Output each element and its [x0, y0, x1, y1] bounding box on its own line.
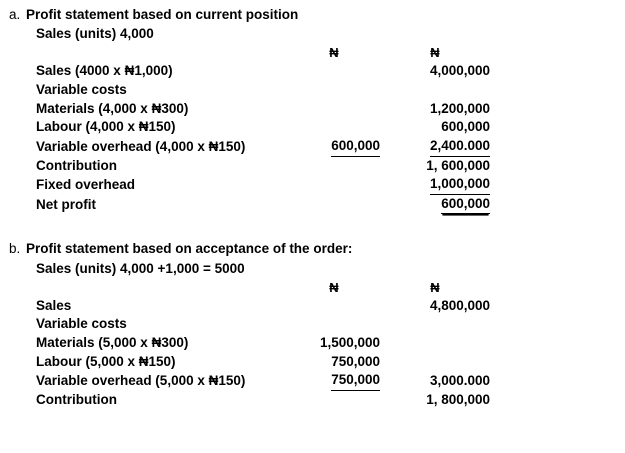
row-middle-value — [288, 62, 380, 81]
row-label: Variable costs — [36, 316, 127, 332]
row-label: Materials (4,000 x ₦300) — [36, 100, 189, 116]
row-right-value — [380, 297, 490, 316]
section-subheading: Sales (units) 4,000 +1,000 = 5000 — [36, 260, 245, 276]
section-heading-text: Profit statement based on current position — [26, 7, 299, 22]
row-right-value — [380, 195, 490, 215]
row-right-value-text: 4,000,000 — [429, 63, 490, 79]
section-list-label: b. — [9, 241, 21, 257]
row-middle-value — [288, 157, 380, 176]
row-label: Sales — [36, 297, 72, 313]
table-row — [36, 137, 490, 157]
row-right-value-text: 2,400.000 — [430, 137, 490, 157]
row-right-value-text: 600,000 — [441, 195, 490, 215]
row-right-value — [380, 81, 490, 100]
row-middle-value — [288, 315, 380, 334]
section-list-label: a. — [9, 7, 21, 22]
row-right-value-text: 600,000 — [441, 119, 490, 135]
row-middle-value — [288, 175, 380, 195]
row-middle-value-text: 600,000 — [331, 137, 380, 157]
row-right-value — [380, 353, 490, 372]
row-label: Variable overhead (5,000 x ₦150) — [36, 373, 246, 389]
currency-symbol-right: ₦ — [430, 45, 440, 61]
table-row — [36, 118, 490, 137]
row-middle-value: 750,000 — [331, 353, 380, 369]
section-heading-row — [0, 240, 625, 258]
section-heading-text: Profit statement based on acceptance of the order: — [26, 241, 353, 257]
row-right-value-text: 3,000.000 — [429, 373, 490, 389]
row-right-value-text: 1, 800,000 — [426, 391, 490, 407]
table-row — [36, 315, 490, 334]
row-label: Variable costs — [36, 82, 127, 98]
row-right-value — [380, 137, 490, 157]
row-right-value — [380, 315, 490, 334]
row-middle-value — [288, 371, 380, 391]
row-middle-value — [288, 100, 380, 119]
row-label: Fixed overhead — [36, 177, 136, 193]
row-right-value — [380, 100, 490, 119]
section-profit-statement-current — [0, 0, 625, 214]
row-middle-value — [288, 195, 380, 215]
table-row — [36, 391, 490, 410]
row-middle-value — [288, 297, 380, 316]
row-middle-value — [288, 391, 380, 410]
row-middle-value: 1,500,000 — [319, 335, 380, 351]
row-middle-value-text: 750,000 — [331, 371, 380, 391]
row-label: Labour (5,000 x ₦150) — [36, 353, 176, 369]
table-row — [36, 371, 490, 391]
table-row — [36, 62, 490, 81]
row-right-value — [380, 175, 490, 195]
row-right-value — [380, 391, 490, 410]
row-right-value — [380, 334, 490, 353]
currency-header-row — [36, 279, 490, 297]
row-label: Sales (4000 x ₦1,000) — [36, 63, 173, 79]
table-row — [36, 334, 490, 353]
currency-header-spacer — [36, 279, 288, 297]
statement-table-a — [36, 44, 490, 214]
row-label: Variable overhead (4,000 x ₦150) — [36, 138, 246, 154]
row-label: Materials (5,000 x ₦300) — [36, 335, 189, 351]
table-row — [36, 353, 490, 372]
currency-header-row — [36, 44, 490, 62]
row-label: Net profit — [36, 196, 96, 212]
table-row — [36, 157, 490, 176]
currency-symbol-right: ₦ — [430, 279, 440, 295]
row-middle-value — [288, 81, 380, 100]
row-right-value — [380, 118, 490, 137]
section-profit-statement-order — [0, 214, 625, 409]
row-right-value — [380, 62, 490, 81]
table-row — [36, 100, 490, 119]
table-row — [36, 195, 490, 215]
currency-header-spacer — [36, 44, 288, 62]
statement-table-b — [36, 279, 490, 410]
row-right-value-text: 4,800,000 — [429, 297, 490, 313]
row-label: Contribution — [36, 391, 117, 407]
row-right-value-text: 1,000,000 — [430, 175, 490, 195]
row-right-value-text: 1, 600,000 — [426, 157, 490, 173]
table-row — [36, 297, 490, 316]
row-middle-value — [288, 137, 380, 157]
currency-symbol-middle: ₦ — [329, 279, 339, 295]
row-label: Contribution — [36, 157, 117, 173]
row-right-value — [380, 371, 490, 391]
row-middle-value — [288, 118, 380, 137]
table-row — [36, 81, 490, 100]
section-heading-row — [0, 6, 625, 24]
row-label: Labour (4,000 x ₦150) — [36, 119, 176, 135]
section-subheading: Sales (units) 4,000 — [36, 26, 154, 42]
table-row — [36, 175, 490, 195]
row-right-value-text: 1,200,000 — [429, 100, 490, 116]
row-right-value — [380, 157, 490, 176]
currency-symbol-middle: ₦ — [329, 45, 339, 61]
